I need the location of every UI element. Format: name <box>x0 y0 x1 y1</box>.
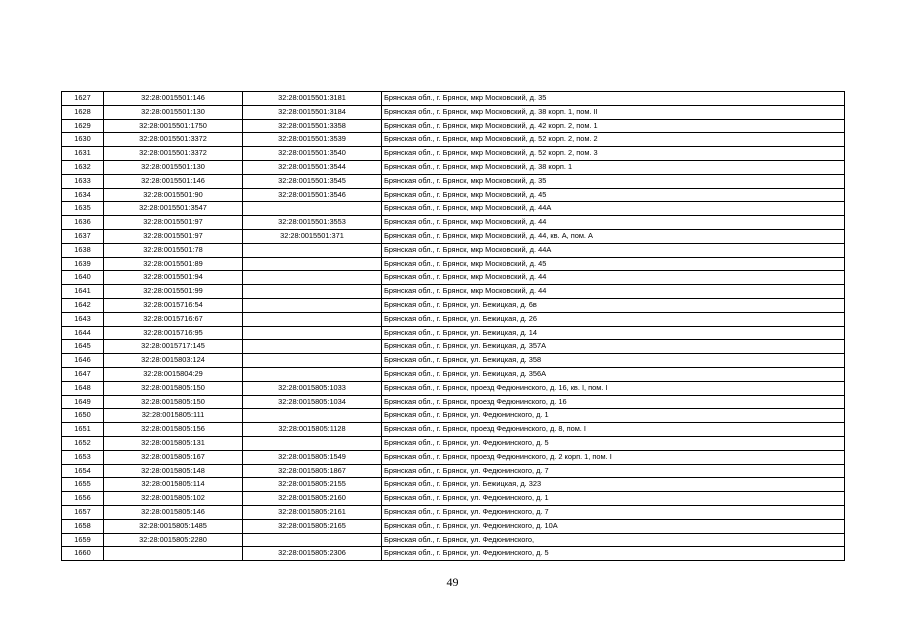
cadastral-number-cell: 32:28:0015804:29 <box>104 367 243 381</box>
cadastral-number-cell: 32:28:0015717:145 <box>104 340 243 354</box>
table-row <box>62 202 845 216</box>
address-cell: Брянская обл., г. Брянск, ул. Бежицкая, д. 356А <box>382 367 845 381</box>
table-row <box>62 519 845 533</box>
address-cell: Брянская обл., г. Брянск, проезд Федюнинского, д. 16, кв. I, пом. I <box>382 381 845 395</box>
row-number-cell: 1641 <box>62 285 104 299</box>
linked-cadastral-number-cell: 32:28:0015501:371 <box>243 229 382 243</box>
table-row <box>62 285 845 299</box>
linked-cadastral-number-cell <box>243 533 382 547</box>
cadastral-number-cell: 32:28:0015501:146 <box>104 174 243 188</box>
cadastral-number-cell <box>104 547 243 561</box>
table-row <box>62 105 845 119</box>
linked-cadastral-number-cell: 32:28:0015501:3545 <box>243 174 382 188</box>
cadastral-number-cell: 32:28:0015501:97 <box>104 229 243 243</box>
table-row <box>62 354 845 368</box>
cadastral-number-cell: 32:28:0015501:97 <box>104 216 243 230</box>
linked-cadastral-number-cell <box>243 367 382 381</box>
linked-cadastral-number-cell <box>243 271 382 285</box>
linked-cadastral-number-cell: 32:28:0015805:1033 <box>243 381 382 395</box>
table-row <box>62 160 845 174</box>
cadastral-table <box>61 91 845 561</box>
cadastral-number-cell: 32:28:0015805:1485 <box>104 519 243 533</box>
linked-cadastral-number-cell: 32:28:0015501:3184 <box>243 105 382 119</box>
row-number-cell: 1645 <box>62 340 104 354</box>
cadastral-number-cell: 32:28:0015805:167 <box>104 450 243 464</box>
table-row <box>62 326 845 340</box>
table-row <box>62 547 845 561</box>
address-cell: Брянская обл., г. Брянск, мкр Московский, д. 44, кв. А, пом. А <box>382 229 845 243</box>
table-row <box>62 450 845 464</box>
table-row <box>62 298 845 312</box>
table-row <box>62 409 845 423</box>
cadastral-number-cell: 32:28:0015805:131 <box>104 436 243 450</box>
address-cell: Брянская обл., г. Брянск, мкр Московский, д. 38 корп. 1, пом. II <box>382 105 845 119</box>
row-number-cell: 1657 <box>62 505 104 519</box>
address-cell: Брянская обл., г. Брянск, ул. Федюнинского, <box>382 533 845 547</box>
row-number-cell: 1636 <box>62 216 104 230</box>
row-number-cell: 1637 <box>62 229 104 243</box>
row-number-cell: 1649 <box>62 395 104 409</box>
table-row <box>62 478 845 492</box>
table-row <box>62 340 845 354</box>
table-row <box>62 147 845 161</box>
address-cell: Брянская обл., г. Брянск, мкр Московский, д. 44 <box>382 271 845 285</box>
row-number-cell: 1642 <box>62 298 104 312</box>
row-number-cell: 1628 <box>62 105 104 119</box>
cadastral-number-cell: 32:28:0015501:1750 <box>104 119 243 133</box>
row-number-cell: 1639 <box>62 257 104 271</box>
table-row <box>62 464 845 478</box>
row-number-cell: 1629 <box>62 119 104 133</box>
row-number-cell: 1647 <box>62 367 104 381</box>
table-row <box>62 395 845 409</box>
table-row <box>62 367 845 381</box>
address-cell: Брянская обл., г. Брянск, ул. Федюнинского, д. 1 <box>382 492 845 506</box>
cadastral-number-cell: 32:28:0015805:114 <box>104 478 243 492</box>
row-number-cell: 1634 <box>62 188 104 202</box>
linked-cadastral-number-cell: 32:28:0015501:3553 <box>243 216 382 230</box>
linked-cadastral-number-cell <box>243 326 382 340</box>
table-row <box>62 492 845 506</box>
cadastral-number-cell: 32:28:0015501:94 <box>104 271 243 285</box>
linked-cadastral-number-cell: 32:28:0015501:3544 <box>243 160 382 174</box>
address-cell: Брянская обл., г. Брянск, мкр Московский, д. 35 <box>382 92 845 106</box>
linked-cadastral-number-cell <box>243 257 382 271</box>
row-number-cell: 1652 <box>62 436 104 450</box>
cadastral-number-cell: 32:28:0015501:90 <box>104 188 243 202</box>
row-number-cell: 1660 <box>62 547 104 561</box>
linked-cadastral-number-cell: 32:28:0015805:2161 <box>243 505 382 519</box>
address-cell: Брянская обл., г. Брянск, мкр Московский, д. 52 корп. 2, пом. 3 <box>382 147 845 161</box>
linked-cadastral-number-cell <box>243 340 382 354</box>
cadastral-number-cell: 32:28:0015716:67 <box>104 312 243 326</box>
row-number-cell: 1627 <box>62 92 104 106</box>
linked-cadastral-number-cell: 32:28:0015501:3540 <box>243 147 382 161</box>
linked-cadastral-number-cell: 32:28:0015805:2160 <box>243 492 382 506</box>
row-number-cell: 1644 <box>62 326 104 340</box>
table-row <box>62 423 845 437</box>
cadastral-number-cell: 32:28:0015805:146 <box>104 505 243 519</box>
page-number: 49 <box>446 575 459 589</box>
address-cell: Брянская обл., г. Брянск, ул. Федюнинского, д. 5 <box>382 547 845 561</box>
row-number-cell: 1646 <box>62 354 104 368</box>
linked-cadastral-number-cell: 32:28:0015805:2306 <box>243 547 382 561</box>
address-cell: Брянская обл., г. Брянск, мкр Московский, д. 42 корп. 2, пом. 1 <box>382 119 845 133</box>
cadastral-number-cell: 32:28:0015805:150 <box>104 381 243 395</box>
address-cell: Брянская обл., г. Брянск, ул. Бежицкая, д. 14 <box>382 326 845 340</box>
table-row <box>62 271 845 285</box>
cadastral-number-cell: 32:28:0015501:99 <box>104 285 243 299</box>
table-row <box>62 243 845 257</box>
table-row <box>62 216 845 230</box>
row-number-cell: 1653 <box>62 450 104 464</box>
address-cell: Брянская обл., г. Брянск, мкр Московский, д. 44 <box>382 285 845 299</box>
address-cell: Брянская обл., г. Брянск, ул. Бежицкая, д. 358 <box>382 354 845 368</box>
address-cell: Брянская обл., г. Брянск, ул. Бежицкая, д. 323 <box>382 478 845 492</box>
address-cell: Брянская обл., г. Брянск, мкр Московский, д. 45 <box>382 257 845 271</box>
linked-cadastral-number-cell: 32:28:0015805:1128 <box>243 423 382 437</box>
cadastral-number-cell: 32:28:0015501:3372 <box>104 133 243 147</box>
address-cell: Брянская обл., г. Брянск, мкр Московский, д. 35 <box>382 174 845 188</box>
address-cell: Брянская обл., г. Брянск, мкр Московский, д. 38 корп. 1 <box>382 160 845 174</box>
row-number-cell: 1650 <box>62 409 104 423</box>
cadastral-number-cell: 32:28:0015501:78 <box>104 243 243 257</box>
cadastral-number-cell: 32:28:0015805:111 <box>104 409 243 423</box>
address-cell: Брянская обл., г. Брянск, ул. Бежицкая, д. 357А <box>382 340 845 354</box>
address-cell: Брянская обл., г. Брянск, проезд Федюнинского, д. 2 корп. 1, пом. I <box>382 450 845 464</box>
table-row <box>62 119 845 133</box>
address-cell: Брянская обл., г. Брянск, мкр Московский, д. 44А <box>382 243 845 257</box>
linked-cadastral-number-cell: 32:28:0015805:1034 <box>243 395 382 409</box>
row-number-cell: 1658 <box>62 519 104 533</box>
cadastral-number-cell: 32:28:0015805:150 <box>104 395 243 409</box>
table-row <box>62 436 845 450</box>
address-cell: Брянская обл., г. Брянск, ул. Федюнинского, д. 5 <box>382 436 845 450</box>
linked-cadastral-number-cell: 32:28:0015805:2165 <box>243 519 382 533</box>
linked-cadastral-number-cell: 32:28:0015501:3546 <box>243 188 382 202</box>
address-cell: Брянская обл., г. Брянск, мкр Московский, д. 52 корп. 2, пом. 2 <box>382 133 845 147</box>
table-body <box>62 92 845 561</box>
row-number-cell: 1635 <box>62 202 104 216</box>
cadastral-number-cell: 32:28:0015501:89 <box>104 257 243 271</box>
cadastral-number-cell: 32:28:0015501:3372 <box>104 147 243 161</box>
cadastral-number-cell: 32:28:0015501:130 <box>104 105 243 119</box>
row-number-cell: 1655 <box>62 478 104 492</box>
table-row <box>62 257 845 271</box>
address-cell: Брянская обл., г. Брянск, ул. Бежицкая, д. 26 <box>382 312 845 326</box>
address-cell: Брянская обл., г. Брянск, проезд Федюнинского, д. 16 <box>382 395 845 409</box>
linked-cadastral-number-cell: 32:28:0015805:1867 <box>243 464 382 478</box>
table-row <box>62 381 845 395</box>
linked-cadastral-number-cell <box>243 409 382 423</box>
row-number-cell: 1633 <box>62 174 104 188</box>
row-number-cell: 1632 <box>62 160 104 174</box>
row-number-cell: 1651 <box>62 423 104 437</box>
table-row <box>62 533 845 547</box>
linked-cadastral-number-cell <box>243 436 382 450</box>
row-number-cell: 1656 <box>62 492 104 506</box>
table-row <box>62 229 845 243</box>
table-row <box>62 312 845 326</box>
table-row <box>62 188 845 202</box>
row-number-cell: 1640 <box>62 271 104 285</box>
table-row <box>62 174 845 188</box>
linked-cadastral-number-cell <box>243 202 382 216</box>
row-number-cell: 1654 <box>62 464 104 478</box>
cadastral-number-cell: 32:28:0015501:146 <box>104 92 243 106</box>
address-cell: Брянская обл., г. Брянск, ул. Федюнинского, д. 7 <box>382 464 845 478</box>
cadastral-number-cell: 32:28:0015805:102 <box>104 492 243 506</box>
cadastral-number-cell: 32:28:0015716:54 <box>104 298 243 312</box>
address-cell: Брянская обл., г. Брянск, ул. Бежицкая, д. 6в <box>382 298 845 312</box>
cadastral-number-cell: 32:28:0015805:2280 <box>104 533 243 547</box>
cadastral-number-cell: 32:28:0015501:130 <box>104 160 243 174</box>
row-number-cell: 1638 <box>62 243 104 257</box>
address-cell: Брянская обл., г. Брянск, проезд Федюнинского, д. 8, пом. I <box>382 423 845 437</box>
linked-cadastral-number-cell: 32:28:0015501:3358 <box>243 119 382 133</box>
cadastral-number-cell: 32:28:0015805:148 <box>104 464 243 478</box>
linked-cadastral-number-cell: 32:28:0015805:2155 <box>243 478 382 492</box>
address-cell: Брянская обл., г. Брянск, мкр Московский, д. 44А <box>382 202 845 216</box>
linked-cadastral-number-cell: 32:28:0015501:3539 <box>243 133 382 147</box>
row-number-cell: 1643 <box>62 312 104 326</box>
address-cell: Брянская обл., г. Брянск, мкр Московский, д. 45 <box>382 188 845 202</box>
linked-cadastral-number-cell: 32:28:0015501:3181 <box>243 92 382 106</box>
address-cell: Брянская обл., г. Брянск, ул. Федюнинского, д. 1 <box>382 409 845 423</box>
linked-cadastral-number-cell <box>243 298 382 312</box>
address-cell: Брянская обл., г. Брянск, ул. Федюнинского, д. 7 <box>382 505 845 519</box>
cadastral-number-cell: 32:28:0015805:156 <box>104 423 243 437</box>
row-number-cell: 1630 <box>62 133 104 147</box>
linked-cadastral-number-cell: 32:28:0015805:1549 <box>243 450 382 464</box>
address-cell: Брянская обл., г. Брянск, мкр Московский, д. 44 <box>382 216 845 230</box>
linked-cadastral-number-cell <box>243 354 382 368</box>
linked-cadastral-number-cell <box>243 243 382 257</box>
row-number-cell: 1631 <box>62 147 104 161</box>
linked-cadastral-number-cell <box>243 312 382 326</box>
linked-cadastral-number-cell <box>243 285 382 299</box>
table-row <box>62 133 845 147</box>
row-number-cell: 1648 <box>62 381 104 395</box>
table-row <box>62 92 845 106</box>
cadastral-number-cell: 32:28:0015803:124 <box>104 354 243 368</box>
address-cell: Брянская обл., г. Брянск, ул. Федюнинского, д. 10А <box>382 519 845 533</box>
row-number-cell: 1659 <box>62 533 104 547</box>
table-row <box>62 505 845 519</box>
cadastral-number-cell: 32:28:0015716:95 <box>104 326 243 340</box>
cadastral-number-cell: 32:28:0015501:3547 <box>104 202 243 216</box>
